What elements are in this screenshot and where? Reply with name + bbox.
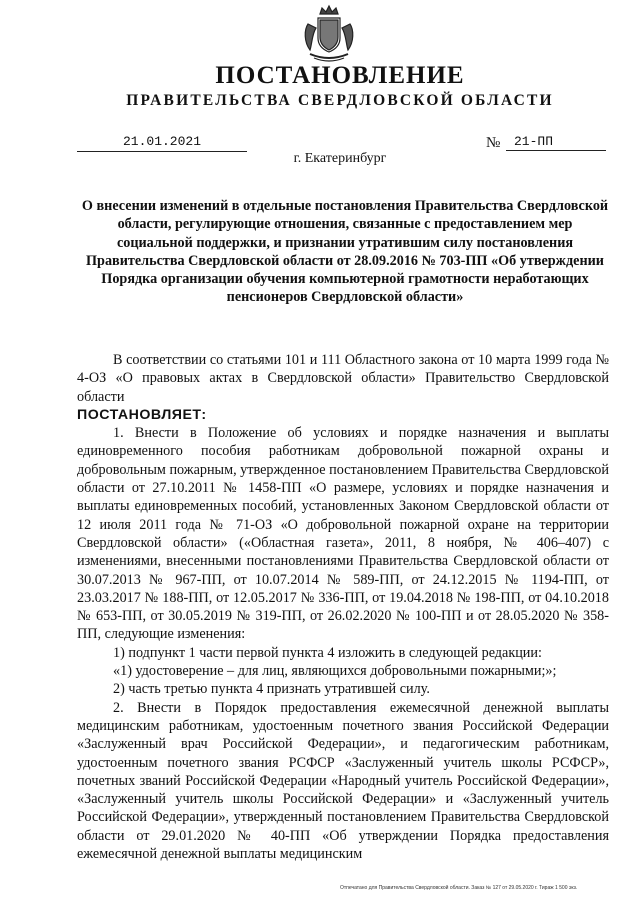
decree-word: ПОСТАНОВЛЯЕТ: bbox=[77, 406, 207, 423]
document-heading: О внесении изменений в отдельные постановления Правительства Свердловской области, регулирующие отношения, связанные с предоставлением мер социальной поддержки, и признании утратившим силу постановления Правительства Свердловской области от 28.09.2016 № 703-ПП «Об утверждении Порядка организации обучения компьютерной грамотности неработающих пенсионеров Свердловской области» bbox=[81, 198, 609, 306]
paragraph-1-item-2: 2) часть третью пункта 4 признать утратившей силу. bbox=[113, 681, 430, 698]
intro-paragraph: В соответствии со статьями 101 и 111 Областного закона от 10 марта 1999 года № 4-ОЗ «О правовых актах в Свердловской области» Правительство Свердловской области bbox=[77, 352, 609, 405]
number-sign: № bbox=[486, 135, 501, 151]
paragraph-1-item-1: 1) подпункт 1 части первой пункта 4 изложить в следующей редакции: bbox=[113, 644, 542, 661]
document-date: 21.01.2021 bbox=[77, 133, 247, 152]
paragraph-1: 1. Внести в Положение об условиях и порядке назначения и выплаты единовременного пособия работникам добровольной пожарной охраны и добровольным пожарным, утвержденное постановлением Правительства Свердловской области от 27.10.2011 № 1458-ПП «О размере, условиях и порядке назначения и выплаты единовременных пособий, установленных Законом Свердловской области от 12 июля 2011 года № 71-ОЗ «О добровольной пожарной охране на территории Свердловской области» («Областная газета», 2011, 8 ноября, № 406–407) с изменениями, внесенными постановлениями Правительства Свердловской области от 30.07.2013 № 967-ПП, от 10.07.2014 № 589-ПП, от 24.12.2015 № 1194-ПП, от 23.03.2017 № 188-ПП, от 12.05.2017 № 336-ПП, от 19.04.2018 № 198-ПП, от 04.10.2018 № 653-ПП, от 30.05.2019 № 319-ПП, от 26.02.2020 № 100-ПП и от 28.05.2020 № 358-ПП, следующие изменения: bbox=[77, 425, 609, 643]
print-footer: Отпечатано для Правительства Свердловской области. Заказ № 127 от 29.05.2020 г. Тираж 1 500 экз. bbox=[340, 885, 578, 891]
document-number: 21-ПП bbox=[506, 133, 606, 151]
paragraph-1-item-1-text: «1) удостоверение – для лиц, являющихся добровольными пожарными;»; bbox=[113, 663, 557, 680]
document-body bbox=[77, 351, 609, 863]
document-type-title: ПОСТАНОВЛЕНИЕ bbox=[215, 62, 465, 89]
coat-of-arms-icon bbox=[300, 4, 358, 64]
paragraph-2: 2. Внести в Порядок предоставления ежемесячной денежной выплаты медицинским работникам, удостоенным почетного звания Российской Федерации «Заслуженный врач Российской Федерации», и педагогическим работникам, удостоенным почетного звания РСФСР «Заслуженный учитель школы РСФСР», почетных званий Российской Федерации «Народный учитель Российской Федерации», «Заслуженный учитель школы Российской Федерации» и «Заслуженный учитель Российской Федерации», утвержденный постановлением Правительства Свердловской области от 29.01.2020 № 40-ПП «Об утверждении Порядка предоставления ежемесячной денежной выплаты медицинским bbox=[77, 699, 609, 863]
city: г. Екатеринбург bbox=[293, 151, 387, 166]
issuing-authority: ПРАВИТЕЛЬСТВА СВЕРДЛОВСКОЙ ОБЛАСТИ bbox=[126, 92, 554, 109]
